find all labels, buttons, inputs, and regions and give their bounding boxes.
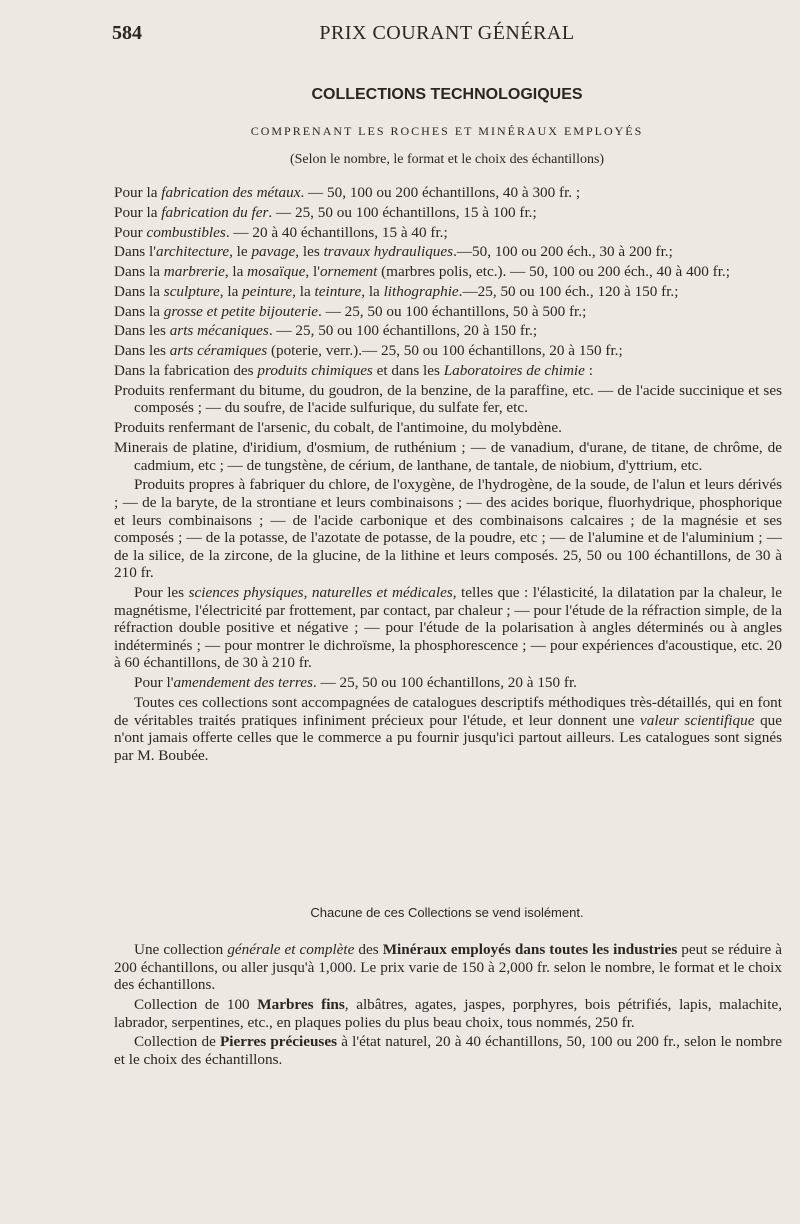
section-note: (Selon le nombre, le format et le choix des échantillons): [289, 152, 605, 167]
running-title: PRIX COURANT GÉNÉRAL: [319, 22, 575, 44]
catalogues-paragraph: Toutes ces collections sont accompagnées de catalogues descriptifs méthodiques très-détaillés, qui en font de véritables traités pratiques infiniment précieux pour l'étude, et leur donnent une valeur scientifique que n'ont jamais offerte celles que le commerce a pu fournir jusqu'ici partout ailleurs. Les catalogues sont signés par M. Boubée.: [114, 694, 782, 764]
general-collection-paragraph: Une collection générale et complète des Minéraux employés dans toutes les industries peut se réduire à 200 échantillons, ou aller jusqu'à 1,000. Le prix varie de 150 à 2,000 fr. selon le nombre, le format et le choix des échantillons.: [114, 941, 783, 994]
chem-products-arsenic: Produits renfermant de l'arsenic, du cobalt, de l'antimoine, du molybdène.: [114, 419, 562, 437]
collections-list: [114, 184, 782, 767]
chem-minerais: Minerais de platine, d'iridium, d'osmium, de ruthénium ; — de vanadium, d'urane, de titane, de chrôme, de cadmium, etc ; — de tungstène, de cérium, de lanthane, de tantale, de niobium, d'yttrium, etc.: [114, 438, 782, 474]
separator-note: Chacune de ces Collections se vend isolément.: [310, 905, 584, 920]
list-item: Dans la fabrication des produits chimiques et dans les Laboratoires de chimie :: [114, 362, 593, 380]
chem-produits-propres: Produits propres à fabriquer du chlore, de l'oxygène, de l'hydrogène, de la soude, de l'alun et leurs dérivés ; — de la baryte, de la strontiane et leurs combinaisons ; — des acides borique, fluorhydrique, phosphorique et leurs combinaisons ; — de l'acide carbonique et des combinaisons calcaires ; de la magnésie et ses composés ; — de la potasse, de l'azotate de potasse, de la poudre, etc ; — de l'alumine et de l'aluminium ; — de la silice, de la zircone, de la glucine, de la lithine et leurs composés. 25, 50 ou 100 échantillons, de 30 à 210 fr.: [114, 476, 782, 582]
list-item: Dans les arts mécaniques. — 25, 50 ou 100 échantillons, 20 à 150 fr.;: [114, 322, 538, 340]
section-subtitle: COMPRENANT LES ROCHES ET MINÉRAUX EMPLOYÉS: [250, 124, 644, 138]
marbres-paragraph: Collection de 100 Marbres fins, albâtres, agates, jaspes, porphyres, bois pétrifiés, lapis, malachite, labrador, serpentines, etc., en plaques polies du plus beau choix, tous nommés, 250 fr.: [114, 995, 782, 1031]
pierres-paragraph: Collection de Pierres précieuses à l'état naturel, 20 à 40 échantillons, 50, 100 ou 200 fr., selon le nombre et le choix des échantillons.: [114, 1033, 783, 1068]
page-number: 584: [112, 22, 142, 44]
list-item: Pour la fabrication des métaux. — 50, 100 ou 200 échantillons, 40 à 300 fr. ;: [114, 184, 581, 201]
sciences-paragraph: Pour les sciences physiques, naturelles et médicales, telles que : l'élasticité, la dilatation par la chaleur, le magnétisme, l'électricité par frottement, par contact, par chaleur ; — pour l'étude de la réfraction simple, de la réfraction double positive et négative ; — pour l'étude de la polarisation à angles déterminés ou à angles indéterminés ; — pour montrer le dichroïsme, la phosphorescence ; — pour expériences d'acoustique, etc. 20 à 60 échantillons, de 30 à 210 fr.: [114, 584, 783, 672]
list-item: Dans les arts céramiques (poterie, verr.).— 25, 50 ou 100 échantillons, 20 à 150 fr.;: [114, 342, 623, 360]
list-item: Dans l'architecture, le pavage, les travaux hydrauliques.—50, 100 ou 200 éch., 30 à 200 fr.;: [114, 243, 673, 261]
page-header: [112, 22, 782, 50]
amendement-paragraph: Pour l'amendement des terres. — 25, 50 ou 100 échantillons, 20 à 150 fr.: [134, 674, 577, 692]
list-item: Pour combustibles. — 20 à 40 échantillons, 15 à 40 fr.;: [114, 223, 448, 241]
list-item: Dans la sculpture, la peinture, la teinture, la lithographie.—25, 50 ou 100 éch., 120 à 150 fr.;: [114, 282, 679, 300]
list-item: Pour la fabrication du fer. — 25, 50 ou 100 échantillons, 15 à 100 fr.;: [114, 203, 537, 221]
chem-products-bitume: Produits renfermant du bitume, du goudron, de la benzine, de la paraffine, etc. — de l'acide succinique et ses composés ; — du soufre, de l'acide sulfurique, du sulfate fer, etc.: [114, 381, 782, 417]
section-title: COLLECTIONS TECHNOLOGIQUES: [311, 86, 583, 103]
list-item: Dans la grosse et petite bijouterie. — 25, 50 ou 100 échantillons, 50 à 500 fr.;: [114, 302, 587, 320]
additional-collections: [114, 941, 782, 1071]
list-item: Dans la marbrerie, la mosaïque, l'ornement (marbres polis, etc.). — 50, 100 ou 200 éch., 40 à 400 fr.;: [114, 263, 730, 281]
